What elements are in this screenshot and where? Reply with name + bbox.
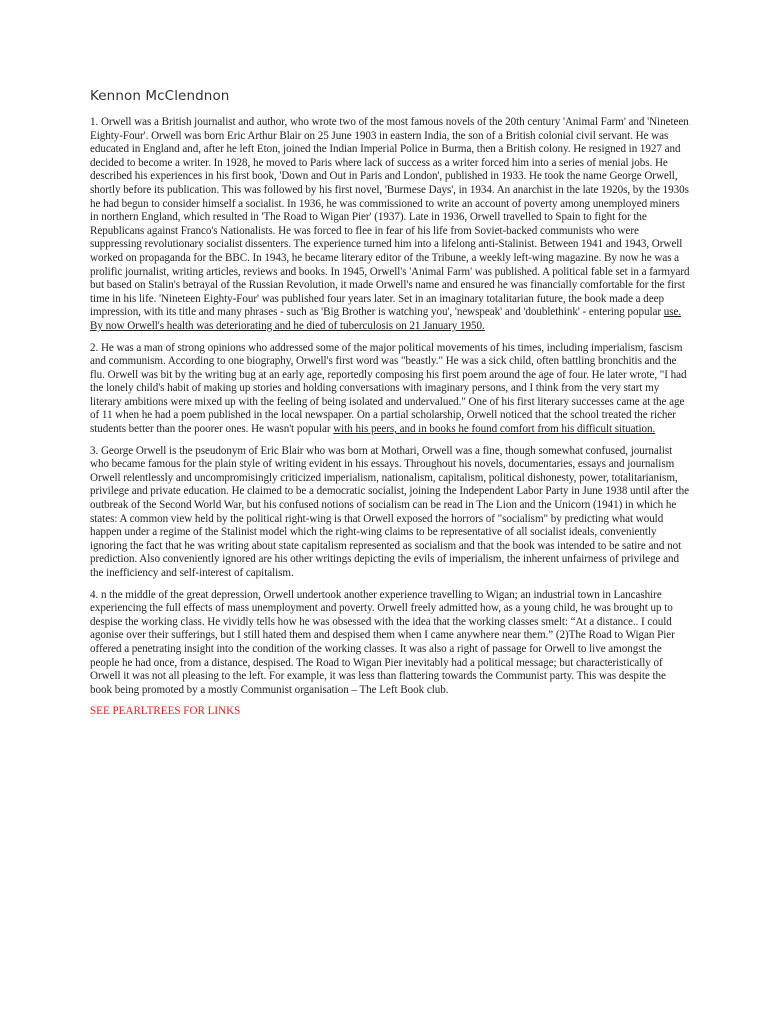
paragraph-1-text: 1. Orwell was a British journalist and author, who wrote two of the most famous novels of the 20th century 'Animal Farm' and 'Nineteen Eighty-Four'. Orwell was born Eric Arthur Blair on 25 June 1903 in eastern India, the son of a British colonial civil servant. He was educated in England and, after he left Eton, joined the Indian Imperial Police in Burma, then a British colony. He resigned in 1927 and decided to become a writer. In 1928, he moved to Paris where lack of success as a writer forced him into a series of menial jobs. He described his experiences in his first book, 'Down and Out in Paris and London', published in 1933. He took the name George Orwell, shortly before its publication. This was followed by his first novel, 'Burmese Days', in 1934. An anarchist in the late 1920s, by the 1930s he had begun to consider himself a socialist. In 1936, he was commissioned to write an account of poverty among unemployed miners in northern England, which resulted in 'The Road to Wigan Pier' (1937). Late in 1936, Orwell travelled to Spain to fight for the Republicans against Franco's Nationalists. He was forced to flee in fear of his life from Soviet-backed communists who were suppressing revolutionary socialist dissenters. The experience turned him into a lifelong anti-Stalinist. Between 1941 and 1943, Orwell worked on propaganda for the BBC. In 1943, he became literary editor of the Tribune, a weekly left-wing magazine. By now he was a prolific journalist, writing articles, reviews and books. In 1945, Orwell's 'Animal Farm' was published. A political fable set in a farmyard but based on Stalin's betrayal of the Russian Revolution, it made Orwell's name and ensured he was financially comfortable for the first time in his life. 'Nineteen Eighty-Four' was published four years later. Set in an imaginary totalitarian future, the book made a deep impression, with its title and many phrases - such as 'Big Brother is watching you', 'newspeak' and 'doublethink' - entering popular <box>90 116 690 319</box>
paragraph-2-text: 2. He was a man of strong opinions who addressed some of the major political movements of his times, including imperialism, fascism and communism. According to one biography, Orwell's first word was "beastly." He was a sick child, often battling bronchitis and the flu. Orwell was bit by the writing bug at an early age, reportedly composing his first poem around the age of four. He later wrote, "I had the lonely child's habit of making up stories and holding conversations with imaginary persons, and I think from the very start my literary ambitions were mixed up with the feeling of being isolated and undervalued." One of his first literary successes came at the age of 11 when he had a poem published in the local newspaper. On a partial scholarship, Orwell noticed that the school treated the richer students better than the poorer ones. He wasn't popular <box>90 341 687 436</box>
paragraph-1-underlined: use. By now Orwell's health was deteriorating and he died of tuberculosis on 21 January 1950. <box>90 306 682 332</box>
document-page <box>90 88 690 719</box>
paragraph-4-text: 4. n the middle of the great depression, Orwell undertook another experience travelling to Wigan; an industrial town in Lancashire experiencing the full effects of mass unemployment and poverty. Orwell freely admitted how, as a young child, he was brought up to despise the working class. He vividly tells how he was obsessed with the idea that the working classes smelt: “At a distance.. I could agonise over their sufferings, but I still hated them and despised them when I came anywhere near them.” (2)The Road to Wigan Pier offered a penetrating insight into the condition of the working classes. It was also a right of passage for Orwell to live amongst the people he had once, from a distance, despised. The Road to Wigan Pier inevitably had a political message; but characteristically of Orwell it was not all pleasing to the left. For example, it was less than flattering towards the Communist party. This was despite the book being promoted by a mostly Communist organisation – The Left Book club. <box>90 588 675 696</box>
paragraph-3 <box>90 445 690 581</box>
paragraph-4 <box>90 589 690 698</box>
pearltrees-link[interactable]: SEE PEARLTREES FOR LINKS <box>90 705 241 718</box>
paragraph-1 <box>90 116 690 334</box>
author-name: Kennon McClendnon <box>90 88 230 104</box>
paragraph-2 <box>90 342 690 437</box>
paragraph-3-text: 3. George Orwell is the pseudonym of Eric Blair who was born at Mothari, Orwell was a fine, though somewhat confused, journalist who became famous for the plain style of writing evident in his essays. Throughout his novels, documentaries, essays and journalism Orwell relentlessly and uncompromisingly criticized imperialism, nationalism, capitalism, political dishonesty, power, totalitarianism, privilege and private education. He claimed to be a democratic socialist, joining the Independent Labor Party in June 1938 until after the outbreak of the Second World War, but his confused notions of socialism can be read in The Lion and the Unicorn (1941) in which he states: A common view held by the political right-wing is that Orwell exposed the horrors of "socialism" by predicting what would happen under a regime of the Stalinist model which the right-wing claims to be representative of all socialist ideals, conveniently ignoring the fact that he was writing about state capitalism represented as socialism and that the book was intended to be satire and not prediction. Also conveniently ignored are his other writings depicting the evils of imperialism, the inherent unfairness of privilege and the inefficiency and self-interest of capitalism. <box>90 444 690 579</box>
paragraph-2-underlined: with his peers, and in books he found comfort from his difficult situation. <box>333 423 656 436</box>
